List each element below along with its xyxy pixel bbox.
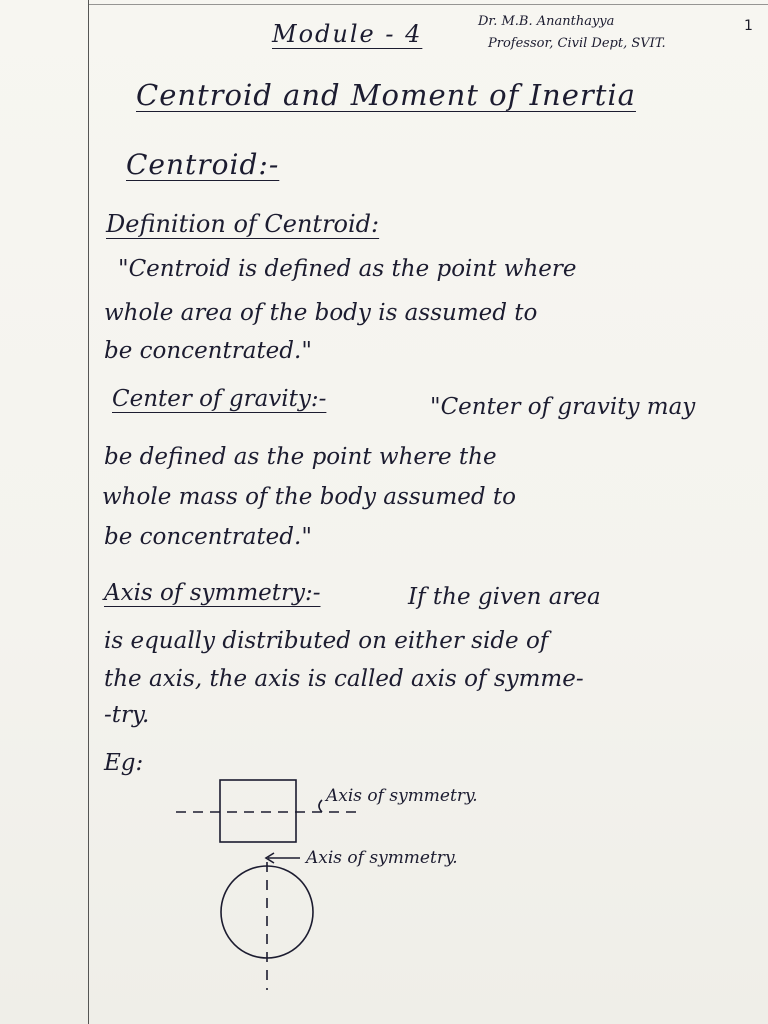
cog-line: whole mass of the body assumed to: [102, 484, 516, 510]
axis-line: is equally distributed on either side of: [104, 628, 549, 654]
page-number: 1: [744, 18, 753, 34]
axis-line: the axis, the axis is called axis of symme-: [104, 666, 584, 692]
page-title: Centroid and Moment of Inertia: [136, 78, 636, 112]
definition-heading: Definition of Centroid:: [106, 210, 380, 238]
definition-line: be concentrated.": [104, 338, 312, 364]
cog-line: "Center of gravity may: [430, 394, 696, 420]
axis-label-rect: Axis of symmetry.: [326, 786, 478, 806]
module-heading: Module - 4: [272, 20, 423, 48]
axis-line: If the given area: [408, 584, 601, 610]
axis-heading: Axis of symmetry:-: [104, 580, 321, 606]
author-affiliation: Professor, Civil Dept, SVIT.: [488, 36, 666, 51]
example-label: Eg:: [104, 750, 144, 776]
cog-line: be defined as the point where the: [104, 444, 497, 470]
label-bracket: [319, 800, 322, 812]
square-shape: [220, 780, 296, 842]
cog-line: be concentrated.": [104, 524, 312, 550]
cog-heading: Center of gravity:-: [112, 386, 327, 412]
axis-line: -try.: [104, 702, 150, 728]
definition-line: whole area of the body is assumed to: [104, 300, 538, 326]
circle-shape: [221, 866, 313, 958]
axis-label-circle: Axis of symmetry.: [306, 848, 458, 868]
definition-line: "Centroid is defined as the point where: [118, 256, 577, 282]
author-name: Dr. M.B. Ananthayya: [478, 14, 615, 29]
section-heading: Centroid:-: [126, 148, 280, 181]
